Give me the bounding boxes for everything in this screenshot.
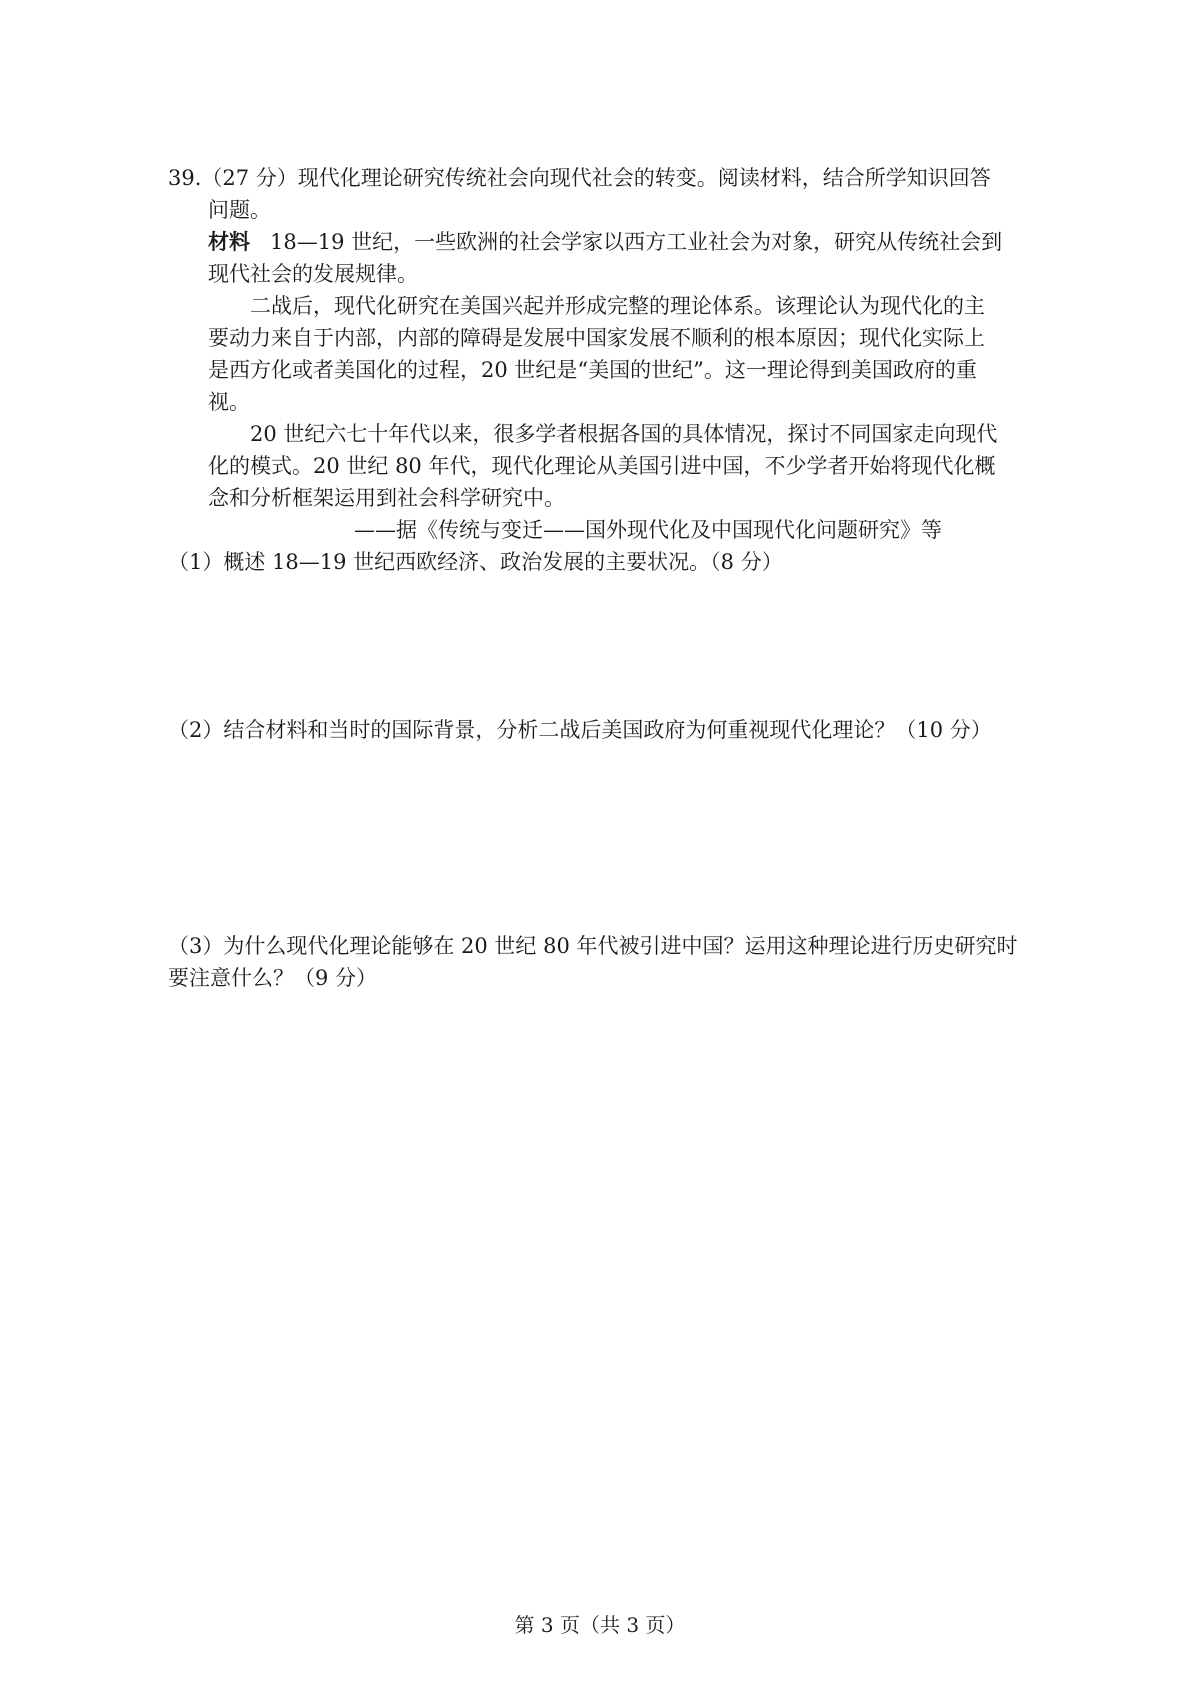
material-paragraph-3-cont: 化的模式。20 世纪 80 年代，现代化理论从美国引进中国，不少学者开始将现代化概 (208, 454, 996, 478)
material-label: 材料 (208, 229, 250, 254)
page-number: 第 3 页（共 3 页） (514, 1613, 686, 1637)
sub-question-2: （2）结合材料和当时的国际背景，分析二战后美国政府为何重视现代化理论？（10 分） (168, 718, 992, 742)
material-paragraph-2-cont: 要动力来自于内部，内部的障碍是发展中国家发展不顺利的根本原因；现代化实际上 (208, 326, 985, 350)
material-paragraph-3: 20 世纪六七十年代以来，很多学者根据各国的具体情况，探讨不同国家走向现代 (250, 422, 998, 446)
sub-question-1: （1）概述 18—19 世纪西欧经济、政治发展的主要状况。（8 分） (168, 550, 783, 574)
question-stem-cont: 问题。 (208, 198, 271, 222)
material-paragraph-2: 二战后，现代化研究在美国兴起并形成完整的理论体系。该理论认为现代化的主 (250, 294, 985, 318)
material-paragraph-2-cont: 视。 (208, 390, 250, 414)
material-paragraph-1-cont: 现代社会的发展规律。 (208, 262, 418, 286)
question-stem: 39.（27 分）现代化理论研究传统社会向现代社会的转变。阅读材料，结合所学知识回答 (168, 166, 991, 190)
material-source: ——据《传统与变迁——国外现代化及中国现代化问题研究》等 (354, 518, 942, 542)
material-p1-text: 18—19 世纪，一些欧洲的社会学家以西方工业社会为对象，研究从传统社会到 (270, 230, 1003, 254)
material-paragraph-2-cont: 是西方化或者美国化的过程，20 世纪是“美国的世纪”。这一理论得到美国政府的重 (208, 358, 977, 382)
material-paragraph-3-cont: 念和分析框架运用到社会科学研究中。 (208, 486, 565, 510)
material-paragraph-1 (208, 226, 1002, 258)
sub-question-3: （3）为什么现代化理论能够在 20 世纪 80 年代被引进中国？运用这种理论进行历史研究时 (168, 934, 1018, 958)
sub-question-3-cont: 要注意什么？（9 分） (168, 966, 378, 990)
